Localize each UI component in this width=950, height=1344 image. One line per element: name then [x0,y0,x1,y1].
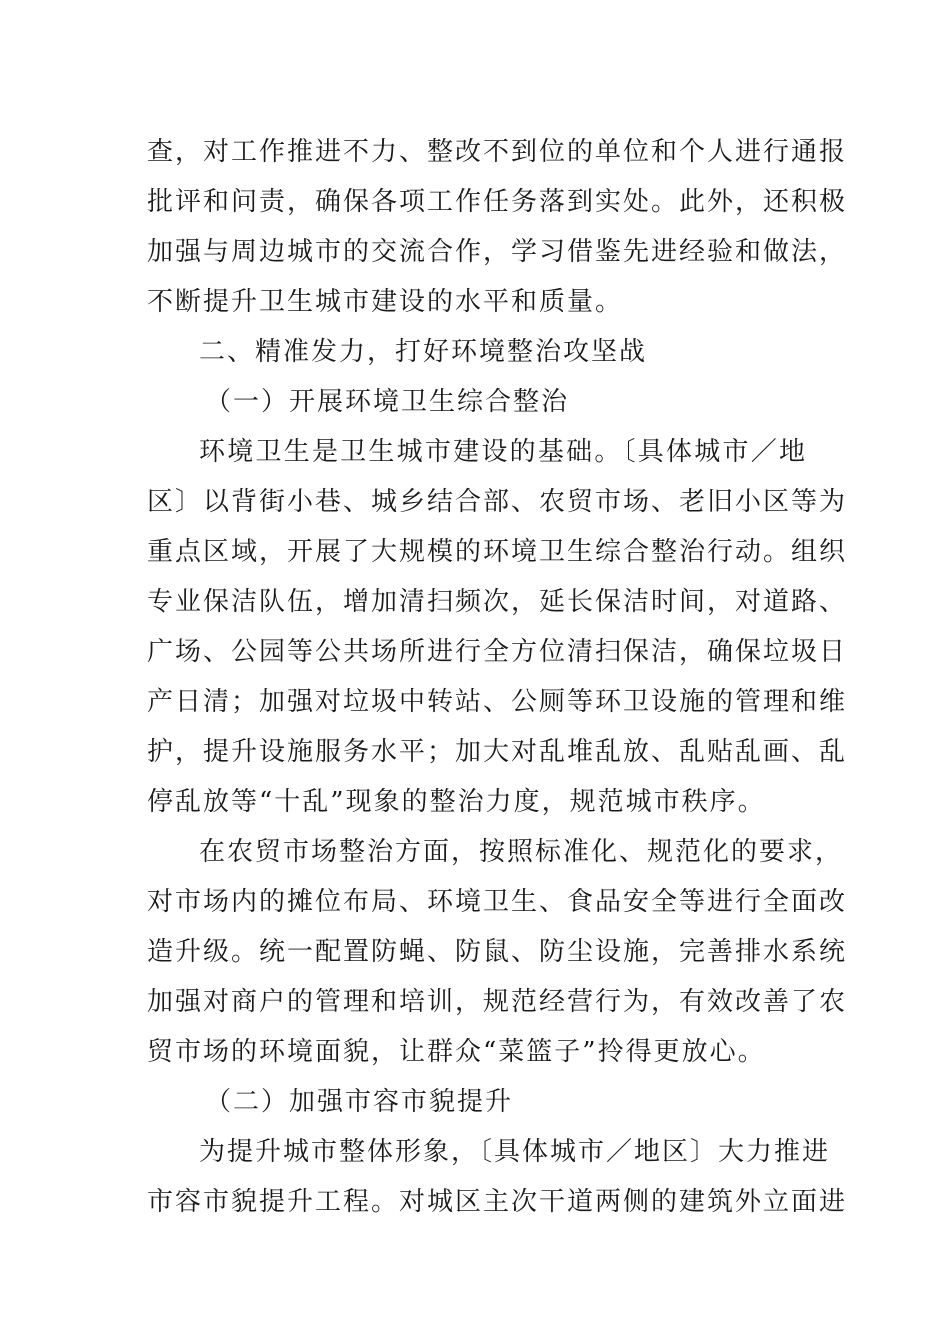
paragraph-line: 护，提升设施服务水平；加大对乱堆乱放、乱贴乱画、乱 [147,737,848,767]
paragraph-line: 加强对商户的管理和培训，规范经营行为，有效改善了农 [147,987,848,1017]
paragraph-line: 广场、公园等公共场所进行全方位清扫保洁，确保垃圾日 [147,637,848,667]
subsection-heading: （一）开展环境卫生综合整治 [205,387,570,417]
paragraph-line: 专业保洁队伍，增加清扫频次，延长保洁时间，对道路、 [147,587,848,617]
paragraph-line: 重点区域，开展了大规模的环境卫生综合整治行动。组织 [147,537,848,567]
paragraph-line: 加强与周边城市的交流合作，学习借鉴先进经验和做法， [147,237,848,267]
paragraph-line: 为提升城市整体形象，〔具体城市／地区〕大力推进 [199,1137,831,1167]
paragraph-line: 贸市场的环境面貌，让群众“菜篮子”拎得更放心。 [147,1037,766,1067]
paragraph-line: 造升级。统一配置防蝇、防鼠、防尘设施，完善排水系统 [147,937,848,967]
paragraph-line: 停乱放等“十乱”现象的整治力度，规范城市秩序。 [147,787,766,817]
paragraph-line: 批评和问责，确保各项工作任务落到实处。此外，还积极 [147,187,848,217]
paragraph-line: 环境卫生是卫生城市建设的基础。〔具体城市／地 [199,437,807,467]
paragraph-line: 不断提升卫生城市建设的水平和质量。 [147,287,624,317]
paragraph-line: 市容市貌提升工程。对城区主次干道两侧的建筑外立面进 [147,1187,848,1217]
section-heading: 二、精准发力，打好环境整治攻坚战 [199,337,648,367]
paragraph-line: 区〕以背街小巷、城乡结合部、农贸市场、老旧小区等为 [147,487,848,517]
paragraph-line: 对市场内的摊位布局、环境卫生、食品安全等进行全面改 [147,887,848,917]
paragraph-line: 产日清；加强对垃圾中转站、公厕等环卫设施的管理和维 [147,687,848,717]
paragraph-line: 在农贸市场整治方面，按照标准化、规范化的要求， [199,837,844,867]
paragraph-line: 查，对工作推进不力、整改不到位的单位和个人进行通报 [147,137,848,167]
subsection-heading: （二）加强市容市貌提升 [205,1087,514,1117]
